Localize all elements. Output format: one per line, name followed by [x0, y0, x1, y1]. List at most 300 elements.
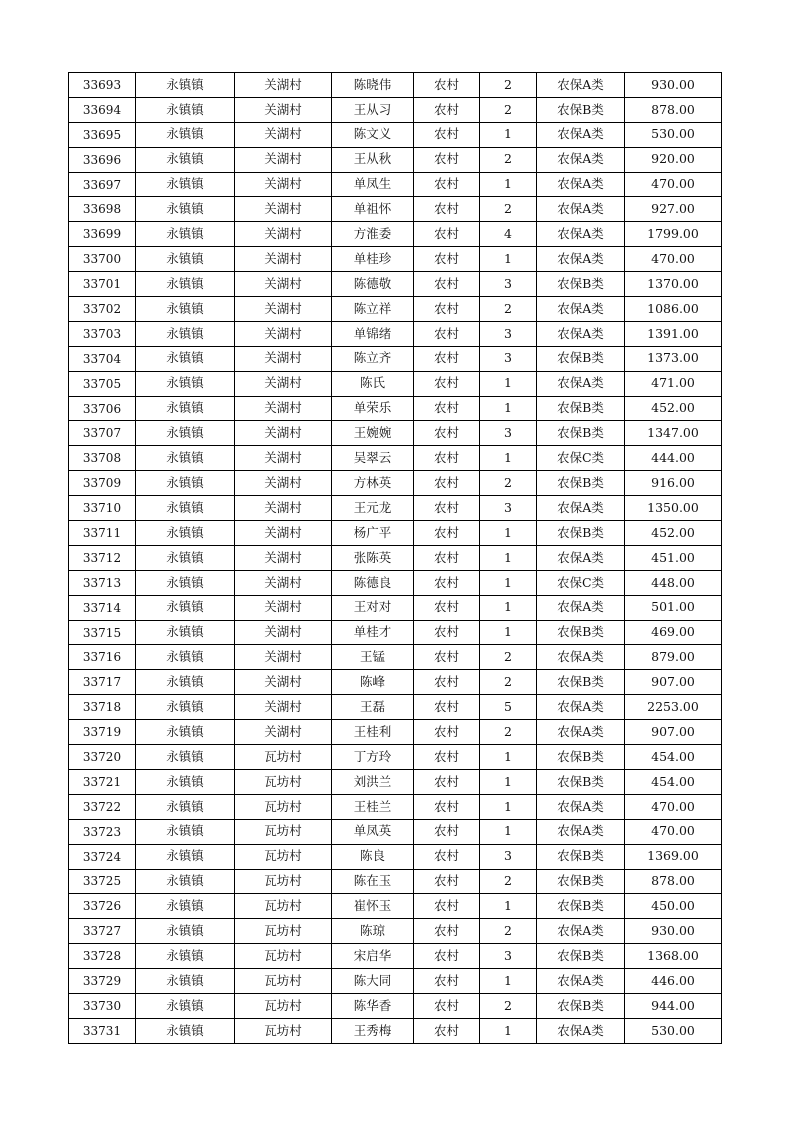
cell-person-name: 单桂才: [332, 620, 414, 645]
cell-insurance-class: 农保B类: [537, 944, 625, 969]
cell-village: 瓦坊村: [235, 993, 332, 1018]
cell-amount: 930.00: [625, 919, 722, 944]
cell-insurance-class: 农保B类: [537, 620, 625, 645]
cell-record-id: 33702: [69, 297, 136, 322]
cell-town: 永镇镇: [136, 496, 235, 521]
cell-amount: 930.00: [625, 73, 722, 98]
cell-record-id: 33700: [69, 247, 136, 272]
cell-member-count: 1: [480, 745, 537, 770]
cell-village: 瓦坊村: [235, 1018, 332, 1043]
cell-person-name: 陈德敬: [332, 272, 414, 297]
cell-town: 永镇镇: [136, 645, 235, 670]
cell-village: 关湖村: [235, 321, 332, 346]
cell-household-type: 农村: [414, 496, 480, 521]
cell-household-type: 农村: [414, 446, 480, 471]
cell-record-id: 33694: [69, 97, 136, 122]
cell-town: 永镇镇: [136, 944, 235, 969]
cell-household-type: 农村: [414, 421, 480, 446]
cell-household-type: 农村: [414, 346, 480, 371]
cell-village: 关湖村: [235, 371, 332, 396]
cell-amount: 1086.00: [625, 297, 722, 322]
cell-town: 永镇镇: [136, 819, 235, 844]
table-row: [69, 147, 722, 172]
cell-amount: 470.00: [625, 819, 722, 844]
cell-record-id: 33710: [69, 496, 136, 521]
cell-insurance-class: 农保B类: [537, 869, 625, 894]
cell-town: 永镇镇: [136, 272, 235, 297]
cell-record-id: 33697: [69, 172, 136, 197]
cell-amount: 451.00: [625, 545, 722, 570]
cell-insurance-class: 农保B类: [537, 844, 625, 869]
cell-town: 永镇镇: [136, 297, 235, 322]
cell-member-count: 1: [480, 247, 537, 272]
cell-insurance-class: 农保A类: [537, 73, 625, 98]
cell-person-name: 单祖怀: [332, 197, 414, 222]
cell-amount: 530.00: [625, 1018, 722, 1043]
cell-insurance-class: 农保B类: [537, 97, 625, 122]
cell-town: 永镇镇: [136, 745, 235, 770]
table-row: [69, 993, 722, 1018]
cell-town: 永镇镇: [136, 521, 235, 546]
cell-town: 永镇镇: [136, 421, 235, 446]
cell-village: 瓦坊村: [235, 969, 332, 994]
cell-insurance-class: 农保A类: [537, 371, 625, 396]
cell-member-count: 2: [480, 919, 537, 944]
cell-village: 关湖村: [235, 396, 332, 421]
cell-town: 永镇镇: [136, 720, 235, 745]
cell-member-count: 1: [480, 769, 537, 794]
cell-town: 永镇镇: [136, 346, 235, 371]
cell-amount: 448.00: [625, 570, 722, 595]
cell-amount: 454.00: [625, 769, 722, 794]
cell-insurance-class: 农保A类: [537, 122, 625, 147]
cell-town: 永镇镇: [136, 197, 235, 222]
cell-record-id: 33731: [69, 1018, 136, 1043]
cell-household-type: 农村: [414, 521, 480, 546]
cell-insurance-class: 农保A类: [537, 819, 625, 844]
table-row: [69, 869, 722, 894]
cell-member-count: 1: [480, 172, 537, 197]
cell-amount: 879.00: [625, 645, 722, 670]
cell-member-count: 2: [480, 670, 537, 695]
cell-town: 永镇镇: [136, 620, 235, 645]
cell-member-count: 1: [480, 969, 537, 994]
cell-household-type: 农村: [414, 794, 480, 819]
cell-member-count: 3: [480, 844, 537, 869]
cell-amount: 1370.00: [625, 272, 722, 297]
cell-person-name: 陈立祥: [332, 297, 414, 322]
cell-record-id: 33712: [69, 545, 136, 570]
cell-insurance-class: 农保B类: [537, 670, 625, 695]
cell-person-name: 宋启华: [332, 944, 414, 969]
cell-record-id: 33703: [69, 321, 136, 346]
cell-person-name: 王从秋: [332, 147, 414, 172]
cell-village: 关湖村: [235, 122, 332, 147]
table-row: [69, 346, 722, 371]
cell-member-count: 2: [480, 197, 537, 222]
table-row: [69, 396, 722, 421]
cell-record-id: 33693: [69, 73, 136, 98]
cell-household-type: 农村: [414, 297, 480, 322]
cell-household-type: 农村: [414, 670, 480, 695]
cell-insurance-class: 农保A类: [537, 496, 625, 521]
cell-person-name: 单荣乐: [332, 396, 414, 421]
cell-town: 永镇镇: [136, 794, 235, 819]
table-row: [69, 122, 722, 147]
cell-person-name: 刘洪兰: [332, 769, 414, 794]
cell-person-name: 陈良: [332, 844, 414, 869]
cell-village: 瓦坊村: [235, 869, 332, 894]
cell-household-type: 农村: [414, 993, 480, 1018]
cell-person-name: 单锦绪: [332, 321, 414, 346]
cell-village: 关湖村: [235, 695, 332, 720]
cell-amount: 944.00: [625, 993, 722, 1018]
cell-insurance-class: 农保B类: [537, 521, 625, 546]
cell-insurance-class: 农保B类: [537, 346, 625, 371]
cell-record-id: 33699: [69, 222, 136, 247]
cell-town: 永镇镇: [136, 371, 235, 396]
cell-town: 永镇镇: [136, 446, 235, 471]
cell-village: 关湖村: [235, 197, 332, 222]
cell-member-count: 2: [480, 869, 537, 894]
cell-record-id: 33727: [69, 919, 136, 944]
table-row: [69, 844, 722, 869]
cell-household-type: 农村: [414, 73, 480, 98]
cell-amount: 470.00: [625, 247, 722, 272]
cell-amount: 878.00: [625, 869, 722, 894]
cell-member-count: 3: [480, 321, 537, 346]
cell-member-count: 1: [480, 570, 537, 595]
cell-village: 关湖村: [235, 670, 332, 695]
cell-village: 关湖村: [235, 222, 332, 247]
cell-insurance-class: 农保B类: [537, 993, 625, 1018]
table-row: [69, 222, 722, 247]
cell-insurance-class: 农保A类: [537, 969, 625, 994]
cell-village: 瓦坊村: [235, 944, 332, 969]
table-row: [69, 670, 722, 695]
cell-record-id: 33725: [69, 869, 136, 894]
cell-village: 关湖村: [235, 570, 332, 595]
table-row: [69, 620, 722, 645]
cell-town: 永镇镇: [136, 73, 235, 98]
cell-household-type: 农村: [414, 222, 480, 247]
cell-town: 永镇镇: [136, 122, 235, 147]
cell-household-type: 农村: [414, 844, 480, 869]
cell-town: 永镇镇: [136, 993, 235, 1018]
cell-record-id: 33714: [69, 595, 136, 620]
cell-insurance-class: 农保B类: [537, 272, 625, 297]
cell-insurance-class: 农保A类: [537, 720, 625, 745]
cell-member-count: 2: [480, 720, 537, 745]
cell-town: 永镇镇: [136, 595, 235, 620]
cell-village: 关湖村: [235, 272, 332, 297]
cell-member-count: 1: [480, 371, 537, 396]
cell-village: 关湖村: [235, 97, 332, 122]
cell-village: 关湖村: [235, 545, 332, 570]
cell-insurance-class: 农保A类: [537, 794, 625, 819]
cell-person-name: 陈文义: [332, 122, 414, 147]
cell-member-count: 3: [480, 421, 537, 446]
cell-household-type: 农村: [414, 147, 480, 172]
cell-insurance-class: 农保A类: [537, 919, 625, 944]
cell-member-count: 1: [480, 1018, 537, 1043]
table-row: [69, 944, 722, 969]
cell-member-count: 5: [480, 695, 537, 720]
cell-insurance-class: 农保B类: [537, 396, 625, 421]
cell-household-type: 农村: [414, 869, 480, 894]
cell-amount: 450.00: [625, 894, 722, 919]
cell-village: 关湖村: [235, 297, 332, 322]
cell-member-count: 4: [480, 222, 537, 247]
cell-record-id: 33707: [69, 421, 136, 446]
cell-village: 关湖村: [235, 645, 332, 670]
cell-record-id: 33720: [69, 745, 136, 770]
cell-amount: 1373.00: [625, 346, 722, 371]
cell-record-id: 33709: [69, 471, 136, 496]
cell-person-name: 方林英: [332, 471, 414, 496]
cell-member-count: 3: [480, 944, 537, 969]
cell-amount: 501.00: [625, 595, 722, 620]
cell-insurance-class: 农保B类: [537, 769, 625, 794]
cell-amount: 1347.00: [625, 421, 722, 446]
cell-household-type: 农村: [414, 819, 480, 844]
table-row: [69, 1018, 722, 1043]
cell-town: 永镇镇: [136, 172, 235, 197]
cell-household-type: 农村: [414, 595, 480, 620]
cell-person-name: 王桂兰: [332, 794, 414, 819]
table-row: [69, 297, 722, 322]
cell-record-id: 33726: [69, 894, 136, 919]
cell-village: 瓦坊村: [235, 894, 332, 919]
cell-village: 瓦坊村: [235, 745, 332, 770]
cell-record-id: 33724: [69, 844, 136, 869]
cell-household-type: 农村: [414, 944, 480, 969]
cell-insurance-class: 农保A类: [537, 197, 625, 222]
cell-person-name: 王桂利: [332, 720, 414, 745]
cell-member-count: 2: [480, 993, 537, 1018]
cell-household-type: 农村: [414, 97, 480, 122]
cell-insurance-class: 农保A类: [537, 147, 625, 172]
cell-household-type: 农村: [414, 471, 480, 496]
cell-record-id: 33705: [69, 371, 136, 396]
cell-record-id: 33715: [69, 620, 136, 645]
cell-amount: 470.00: [625, 794, 722, 819]
cell-town: 永镇镇: [136, 97, 235, 122]
table-row: [69, 745, 722, 770]
cell-amount: 907.00: [625, 670, 722, 695]
cell-member-count: 1: [480, 396, 537, 421]
cell-household-type: 农村: [414, 894, 480, 919]
cell-member-count: 2: [480, 471, 537, 496]
cell-insurance-class: 农保B类: [537, 421, 625, 446]
cell-town: 永镇镇: [136, 769, 235, 794]
table-row: [69, 197, 722, 222]
cell-village: 关湖村: [235, 446, 332, 471]
cell-amount: 1369.00: [625, 844, 722, 869]
table-row: [69, 321, 722, 346]
cell-town: 永镇镇: [136, 844, 235, 869]
cell-insurance-class: 农保A类: [537, 545, 625, 570]
cell-member-count: 1: [480, 819, 537, 844]
table-row: [69, 521, 722, 546]
table-row: [69, 371, 722, 396]
cell-amount: 452.00: [625, 396, 722, 421]
cell-record-id: 33711: [69, 521, 136, 546]
cell-town: 永镇镇: [136, 919, 235, 944]
cell-record-id: 33728: [69, 944, 136, 969]
table-row: [69, 272, 722, 297]
cell-member-count: 2: [480, 97, 537, 122]
cell-household-type: 农村: [414, 172, 480, 197]
cell-member-count: 1: [480, 446, 537, 471]
cell-household-type: 农村: [414, 720, 480, 745]
table-row: [69, 595, 722, 620]
cell-person-name: 陈立齐: [332, 346, 414, 371]
cell-person-name: 单凤英: [332, 819, 414, 844]
cell-record-id: 33704: [69, 346, 136, 371]
cell-household-type: 农村: [414, 197, 480, 222]
cell-household-type: 农村: [414, 371, 480, 396]
cell-person-name: 王婉婉: [332, 421, 414, 446]
cell-town: 永镇镇: [136, 321, 235, 346]
cell-amount: 444.00: [625, 446, 722, 471]
cell-record-id: 33721: [69, 769, 136, 794]
cell-person-name: 陈氏: [332, 371, 414, 396]
cell-person-name: 陈琼: [332, 919, 414, 944]
cell-member-count: 1: [480, 545, 537, 570]
cell-amount: 469.00: [625, 620, 722, 645]
cell-amount: 920.00: [625, 147, 722, 172]
cell-member-count: 1: [480, 521, 537, 546]
cell-member-count: 1: [480, 894, 537, 919]
cell-village: 关湖村: [235, 620, 332, 645]
table-row: [69, 819, 722, 844]
cell-person-name: 王锰: [332, 645, 414, 670]
cell-town: 永镇镇: [136, 869, 235, 894]
table-row: [69, 471, 722, 496]
cell-amount: 530.00: [625, 122, 722, 147]
cell-household-type: 农村: [414, 545, 480, 570]
table-row: [69, 421, 722, 446]
cell-insurance-class: 农保B类: [537, 894, 625, 919]
cell-amount: 1799.00: [625, 222, 722, 247]
cell-village: 瓦坊村: [235, 794, 332, 819]
cell-person-name: 陈大同: [332, 969, 414, 994]
cell-insurance-class: 农保C类: [537, 446, 625, 471]
cell-record-id: 33729: [69, 969, 136, 994]
cell-record-id: 33722: [69, 794, 136, 819]
cell-person-name: 崔怀玉: [332, 894, 414, 919]
table-row: [69, 720, 722, 745]
cell-town: 永镇镇: [136, 695, 235, 720]
cell-town: 永镇镇: [136, 545, 235, 570]
cell-member-count: 2: [480, 73, 537, 98]
table-row: [69, 73, 722, 98]
cell-village: 关湖村: [235, 172, 332, 197]
cell-village: 关湖村: [235, 147, 332, 172]
cell-member-count: 1: [480, 794, 537, 819]
table-row: [69, 794, 722, 819]
cell-record-id: 33717: [69, 670, 136, 695]
cell-person-name: 陈在玉: [332, 869, 414, 894]
cell-record-id: 33701: [69, 272, 136, 297]
cell-person-name: 陈峰: [332, 670, 414, 695]
table-row: [69, 97, 722, 122]
cell-member-count: 1: [480, 620, 537, 645]
cell-record-id: 33716: [69, 645, 136, 670]
cell-record-id: 33706: [69, 396, 136, 421]
cell-village: 关湖村: [235, 720, 332, 745]
cell-person-name: 王元龙: [332, 496, 414, 521]
cell-record-id: 33696: [69, 147, 136, 172]
cell-insurance-class: 农保A类: [537, 695, 625, 720]
table-row: [69, 969, 722, 994]
cell-member-count: 3: [480, 496, 537, 521]
cell-household-type: 农村: [414, 645, 480, 670]
cell-person-name: 王磊: [332, 695, 414, 720]
cell-insurance-class: 农保A类: [537, 172, 625, 197]
cell-amount: 907.00: [625, 720, 722, 745]
cell-insurance-class: 农保B类: [537, 471, 625, 496]
cell-person-name: 方淮委: [332, 222, 414, 247]
cell-amount: 1368.00: [625, 944, 722, 969]
cell-insurance-class: 农保A类: [537, 595, 625, 620]
table-row: [69, 545, 722, 570]
cell-insurance-class: 农保A类: [537, 321, 625, 346]
cell-person-name: 陈华香: [332, 993, 414, 1018]
cell-household-type: 农村: [414, 321, 480, 346]
cell-village: 关湖村: [235, 496, 332, 521]
cell-town: 永镇镇: [136, 1018, 235, 1043]
table-row: [69, 496, 722, 521]
cell-person-name: 单凤生: [332, 172, 414, 197]
table-row: [69, 919, 722, 944]
cell-household-type: 农村: [414, 919, 480, 944]
cell-record-id: 33708: [69, 446, 136, 471]
cell-village: 关湖村: [235, 595, 332, 620]
cell-village: 关湖村: [235, 471, 332, 496]
cell-insurance-class: 农保C类: [537, 570, 625, 595]
cell-village: 关湖村: [235, 346, 332, 371]
cell-village: 关湖村: [235, 73, 332, 98]
cell-record-id: 33698: [69, 197, 136, 222]
cell-amount: 916.00: [625, 471, 722, 496]
cell-amount: 446.00: [625, 969, 722, 994]
cell-village: 关湖村: [235, 421, 332, 446]
cell-insurance-class: 农保A类: [537, 1018, 625, 1043]
records-table: [68, 72, 722, 1044]
cell-insurance-class: 农保A类: [537, 222, 625, 247]
cell-household-type: 农村: [414, 1018, 480, 1043]
cell-member-count: 2: [480, 147, 537, 172]
cell-household-type: 农村: [414, 695, 480, 720]
table-row: [69, 894, 722, 919]
cell-amount: 878.00: [625, 97, 722, 122]
cell-amount: 1350.00: [625, 496, 722, 521]
cell-amount: 452.00: [625, 521, 722, 546]
table-row: [69, 645, 722, 670]
cell-person-name: 王对对: [332, 595, 414, 620]
cell-village: 关湖村: [235, 521, 332, 546]
cell-village: 瓦坊村: [235, 919, 332, 944]
cell-insurance-class: 农保A类: [537, 297, 625, 322]
cell-town: 永镇镇: [136, 969, 235, 994]
cell-village: 瓦坊村: [235, 844, 332, 869]
cell-amount: 454.00: [625, 745, 722, 770]
cell-insurance-class: 农保A类: [537, 645, 625, 670]
cell-person-name: 丁方玲: [332, 745, 414, 770]
cell-member-count: 2: [480, 645, 537, 670]
